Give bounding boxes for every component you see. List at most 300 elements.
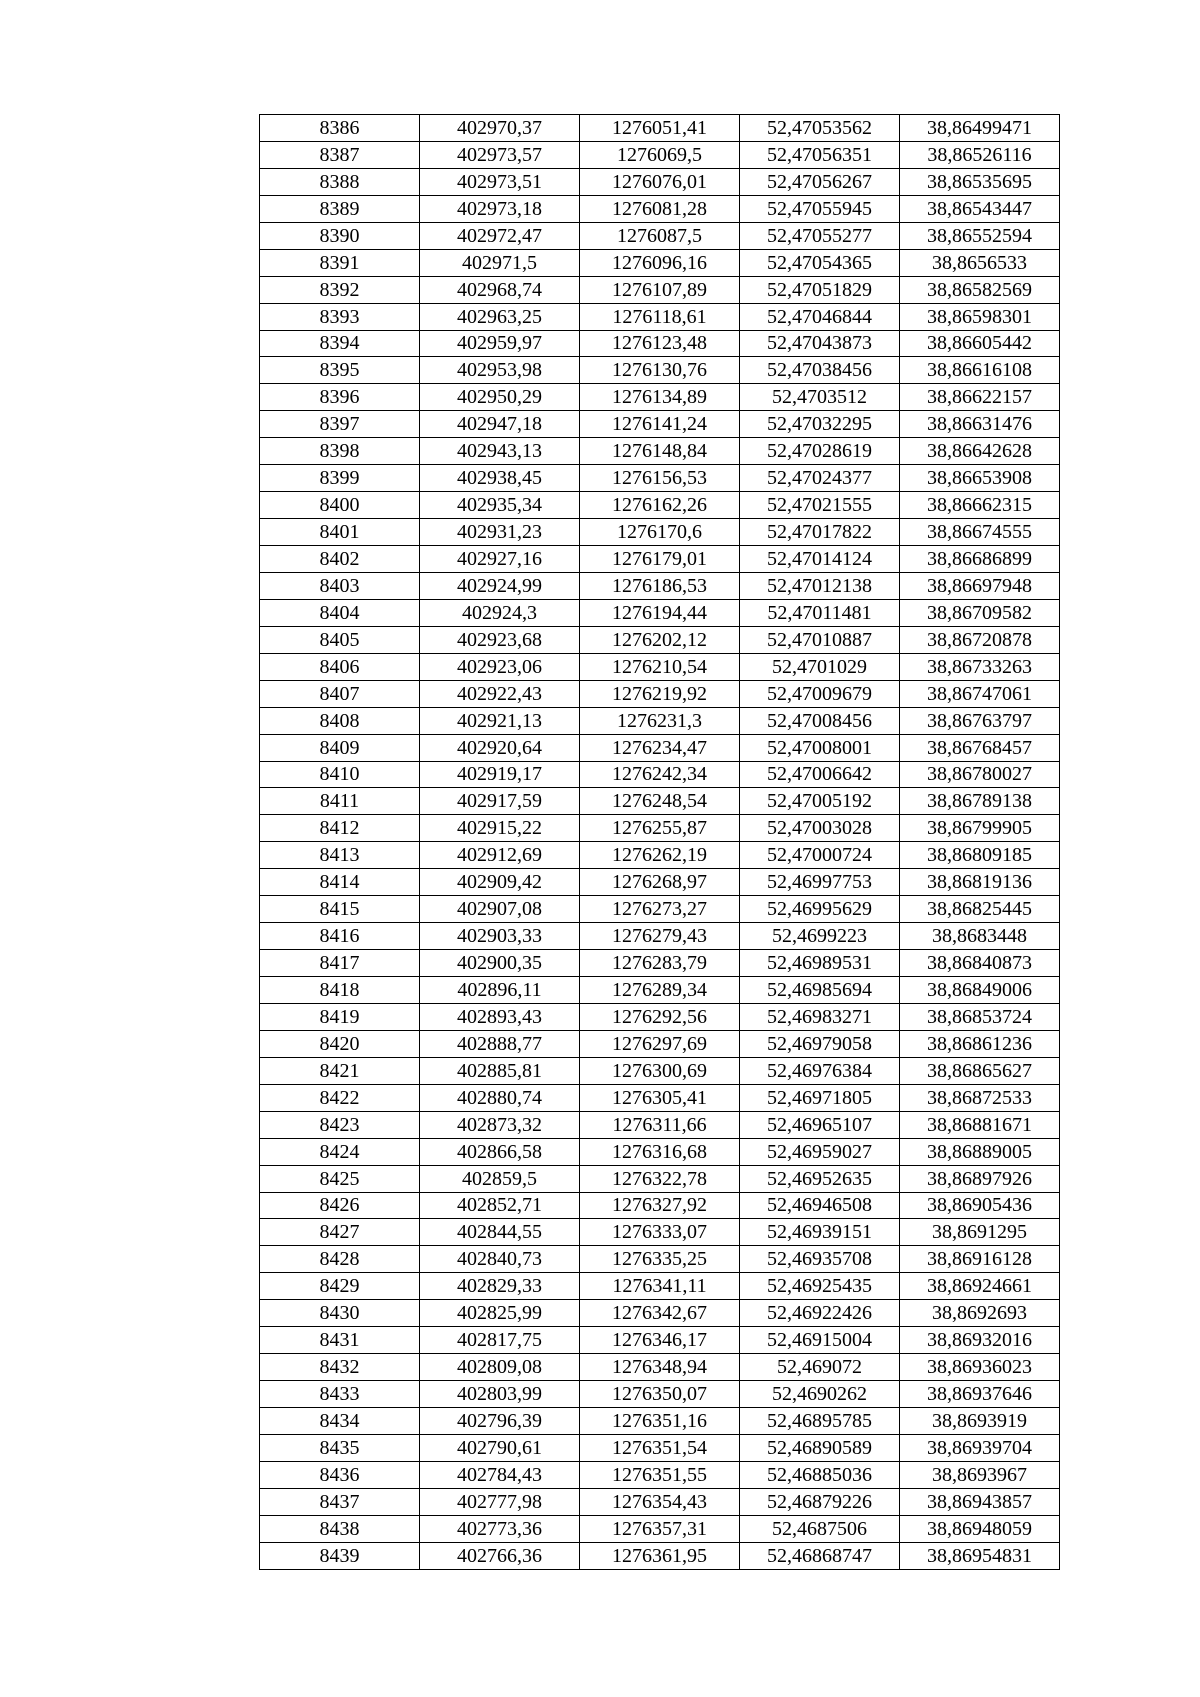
point-number-cell: 8426 [260, 1192, 420, 1219]
longitude-cell: 38,86889005 [900, 1138, 1060, 1165]
table-row [260, 923, 1060, 950]
x-coordinate-cell: 402973,18 [420, 195, 580, 222]
table-row [260, 1192, 1060, 1219]
x-coordinate-cell: 402893,43 [420, 1003, 580, 1030]
latitude-cell: 52,47014124 [740, 546, 900, 573]
table-row [260, 546, 1060, 573]
longitude-cell: 38,86799905 [900, 815, 1060, 842]
longitude-cell: 38,86582569 [900, 276, 1060, 303]
y-coordinate-cell: 1276289,34 [580, 977, 740, 1004]
longitude-cell: 38,86789138 [900, 788, 1060, 815]
latitude-cell: 52,47021555 [740, 492, 900, 519]
point-number-cell: 8436 [260, 1461, 420, 1488]
x-coordinate-cell: 402938,45 [420, 465, 580, 492]
point-number-cell: 8411 [260, 788, 420, 815]
y-coordinate-cell: 1276305,41 [580, 1084, 740, 1111]
x-coordinate-cell: 402924,3 [420, 599, 580, 626]
x-coordinate-cell: 402917,59 [420, 788, 580, 815]
longitude-cell: 38,86872533 [900, 1084, 1060, 1111]
latitude-cell: 52,47054365 [740, 249, 900, 276]
x-coordinate-cell: 402777,98 [420, 1488, 580, 1515]
latitude-cell: 52,47009679 [740, 680, 900, 707]
y-coordinate-cell: 1276346,17 [580, 1327, 740, 1354]
latitude-cell: 52,46965107 [740, 1111, 900, 1138]
x-coordinate-cell: 402784,43 [420, 1461, 580, 1488]
table-row [260, 519, 1060, 546]
longitude-cell: 38,86598301 [900, 303, 1060, 330]
table-row [260, 869, 1060, 896]
latitude-cell: 52,47011481 [740, 599, 900, 626]
latitude-cell: 52,47010887 [740, 626, 900, 653]
longitude-cell: 38,86865627 [900, 1057, 1060, 1084]
longitude-cell: 38,86861236 [900, 1030, 1060, 1057]
longitude-cell: 38,86720878 [900, 626, 1060, 653]
y-coordinate-cell: 1276268,97 [580, 869, 740, 896]
longitude-cell: 38,86686899 [900, 546, 1060, 573]
longitude-cell: 38,86943857 [900, 1488, 1060, 1515]
longitude-cell: 38,86937646 [900, 1381, 1060, 1408]
latitude-cell: 52,47008456 [740, 707, 900, 734]
point-number-cell: 8410 [260, 761, 420, 788]
longitude-cell: 38,86653908 [900, 465, 1060, 492]
longitude-cell: 38,86631476 [900, 411, 1060, 438]
point-number-cell: 8401 [260, 519, 420, 546]
point-number-cell: 8428 [260, 1246, 420, 1273]
x-coordinate-cell: 402931,23 [420, 519, 580, 546]
point-number-cell: 8420 [260, 1030, 420, 1057]
table-row [260, 842, 1060, 869]
latitude-cell: 52,4699223 [740, 923, 900, 950]
x-coordinate-cell: 402766,36 [420, 1542, 580, 1569]
y-coordinate-cell: 1276283,79 [580, 950, 740, 977]
y-coordinate-cell: 1276361,95 [580, 1542, 740, 1569]
latitude-cell: 52,46983271 [740, 1003, 900, 1030]
latitude-cell: 52,46959027 [740, 1138, 900, 1165]
table-row [260, 411, 1060, 438]
latitude-cell: 52,47008001 [740, 734, 900, 761]
longitude-cell: 38,86543447 [900, 195, 1060, 222]
x-coordinate-cell: 402817,75 [420, 1327, 580, 1354]
latitude-cell: 52,46989531 [740, 950, 900, 977]
y-coordinate-cell: 1276051,41 [580, 115, 740, 142]
y-coordinate-cell: 1276096,16 [580, 249, 740, 276]
y-coordinate-cell: 1276297,69 [580, 1030, 740, 1057]
y-coordinate-cell: 1276148,84 [580, 438, 740, 465]
longitude-cell: 38,86780027 [900, 761, 1060, 788]
table-row [260, 1084, 1060, 1111]
point-number-cell: 8387 [260, 141, 420, 168]
table-row [260, 115, 1060, 142]
coordinates-table [259, 114, 1060, 1570]
point-number-cell: 8398 [260, 438, 420, 465]
x-coordinate-cell: 402922,43 [420, 680, 580, 707]
x-coordinate-cell: 402959,97 [420, 330, 580, 357]
latitude-cell: 52,46879226 [740, 1488, 900, 1515]
y-coordinate-cell: 1276156,53 [580, 465, 740, 492]
point-number-cell: 8419 [260, 1003, 420, 1030]
x-coordinate-cell: 402970,37 [420, 115, 580, 142]
point-number-cell: 8413 [260, 842, 420, 869]
x-coordinate-cell: 402888,77 [420, 1030, 580, 1057]
point-number-cell: 8439 [260, 1542, 420, 1569]
point-number-cell: 8399 [260, 465, 420, 492]
table-row [260, 1246, 1060, 1273]
y-coordinate-cell: 1276134,89 [580, 384, 740, 411]
latitude-cell: 52,46895785 [740, 1408, 900, 1435]
table-row [260, 276, 1060, 303]
table-row [260, 222, 1060, 249]
point-number-cell: 8386 [260, 115, 420, 142]
x-coordinate-cell: 402973,51 [420, 168, 580, 195]
y-coordinate-cell: 1276107,89 [580, 276, 740, 303]
point-number-cell: 8400 [260, 492, 420, 519]
point-number-cell: 8393 [260, 303, 420, 330]
longitude-cell: 38,86763797 [900, 707, 1060, 734]
latitude-cell: 52,46979058 [740, 1030, 900, 1057]
longitude-cell: 38,86881671 [900, 1111, 1060, 1138]
x-coordinate-cell: 402796,39 [420, 1408, 580, 1435]
point-number-cell: 8414 [260, 869, 420, 896]
latitude-cell: 52,46868747 [740, 1542, 900, 1569]
x-coordinate-cell: 402903,33 [420, 923, 580, 950]
x-coordinate-cell: 402947,18 [420, 411, 580, 438]
longitude-cell: 38,86819136 [900, 869, 1060, 896]
point-number-cell: 8434 [260, 1408, 420, 1435]
table-row [260, 950, 1060, 977]
point-number-cell: 8408 [260, 707, 420, 734]
latitude-cell: 52,46985694 [740, 977, 900, 1004]
point-number-cell: 8407 [260, 680, 420, 707]
x-coordinate-cell: 402971,5 [420, 249, 580, 276]
longitude-cell: 38,86709582 [900, 599, 1060, 626]
table-row [260, 1381, 1060, 1408]
table-row [260, 1300, 1060, 1327]
y-coordinate-cell: 1276231,3 [580, 707, 740, 734]
y-coordinate-cell: 1276234,47 [580, 734, 740, 761]
latitude-cell: 52,46997753 [740, 869, 900, 896]
longitude-cell: 38,8691295 [900, 1219, 1060, 1246]
table-row [260, 1515, 1060, 1542]
table-row [260, 680, 1060, 707]
x-coordinate-cell: 402859,5 [420, 1165, 580, 1192]
y-coordinate-cell: 1276179,01 [580, 546, 740, 573]
point-number-cell: 8433 [260, 1381, 420, 1408]
longitude-cell: 38,86809185 [900, 842, 1060, 869]
table-row [260, 141, 1060, 168]
x-coordinate-cell: 402920,64 [420, 734, 580, 761]
table-row [260, 572, 1060, 599]
point-number-cell: 8425 [260, 1165, 420, 1192]
table-row [260, 653, 1060, 680]
latitude-cell: 52,47005192 [740, 788, 900, 815]
latitude-cell: 52,47003028 [740, 815, 900, 842]
point-number-cell: 8390 [260, 222, 420, 249]
latitude-cell: 52,47056267 [740, 168, 900, 195]
latitude-cell: 52,4703512 [740, 384, 900, 411]
longitude-cell: 38,86939704 [900, 1434, 1060, 1461]
point-number-cell: 8406 [260, 653, 420, 680]
table-row [260, 195, 1060, 222]
latitude-cell: 52,46971805 [740, 1084, 900, 1111]
longitude-cell: 38,86897926 [900, 1165, 1060, 1192]
y-coordinate-cell: 1276292,56 [580, 1003, 740, 1030]
point-number-cell: 8418 [260, 977, 420, 1004]
table-row [260, 1273, 1060, 1300]
point-number-cell: 8435 [260, 1434, 420, 1461]
point-number-cell: 8402 [260, 546, 420, 573]
longitude-cell: 38,86905436 [900, 1192, 1060, 1219]
table-row [260, 1219, 1060, 1246]
latitude-cell: 52,47055277 [740, 222, 900, 249]
y-coordinate-cell: 1276327,92 [580, 1192, 740, 1219]
latitude-cell: 52,46922426 [740, 1300, 900, 1327]
y-coordinate-cell: 1276186,53 [580, 572, 740, 599]
latitude-cell: 52,4687506 [740, 1515, 900, 1542]
point-number-cell: 8394 [260, 330, 420, 357]
x-coordinate-cell: 402924,99 [420, 572, 580, 599]
x-coordinate-cell: 402885,81 [420, 1057, 580, 1084]
y-coordinate-cell: 1276262,19 [580, 842, 740, 869]
y-coordinate-cell: 1276130,76 [580, 357, 740, 384]
x-coordinate-cell: 402953,98 [420, 357, 580, 384]
point-number-cell: 8412 [260, 815, 420, 842]
longitude-cell: 38,86605442 [900, 330, 1060, 357]
table-row [260, 330, 1060, 357]
latitude-cell: 52,46925435 [740, 1273, 900, 1300]
longitude-cell: 38,86825445 [900, 896, 1060, 923]
table-row [260, 1111, 1060, 1138]
longitude-cell: 38,86733263 [900, 653, 1060, 680]
latitude-cell: 52,47043873 [740, 330, 900, 357]
latitude-cell: 52,47012138 [740, 572, 900, 599]
x-coordinate-cell: 402950,29 [420, 384, 580, 411]
x-coordinate-cell: 402790,61 [420, 1434, 580, 1461]
x-coordinate-cell: 402909,42 [420, 869, 580, 896]
y-coordinate-cell: 1276351,54 [580, 1434, 740, 1461]
table-row [260, 896, 1060, 923]
longitude-cell: 38,86697948 [900, 572, 1060, 599]
latitude-cell: 52,46935708 [740, 1246, 900, 1273]
x-coordinate-cell: 402919,17 [420, 761, 580, 788]
latitude-cell: 52,47046844 [740, 303, 900, 330]
x-coordinate-cell: 402844,55 [420, 1219, 580, 1246]
y-coordinate-cell: 1276170,6 [580, 519, 740, 546]
latitude-cell: 52,47000724 [740, 842, 900, 869]
longitude-cell: 38,8692693 [900, 1300, 1060, 1327]
longitude-cell: 38,86768457 [900, 734, 1060, 761]
longitude-cell: 38,86642628 [900, 438, 1060, 465]
point-number-cell: 8396 [260, 384, 420, 411]
latitude-cell: 52,47038456 [740, 357, 900, 384]
longitude-cell: 38,86552594 [900, 222, 1060, 249]
latitude-cell: 52,47024377 [740, 465, 900, 492]
y-coordinate-cell: 1276242,34 [580, 761, 740, 788]
x-coordinate-cell: 402825,99 [420, 1300, 580, 1327]
table-row [260, 761, 1060, 788]
x-coordinate-cell: 402915,22 [420, 815, 580, 842]
y-coordinate-cell: 1276351,16 [580, 1408, 740, 1435]
y-coordinate-cell: 1276069,5 [580, 141, 740, 168]
x-coordinate-cell: 402968,74 [420, 276, 580, 303]
point-number-cell: 8421 [260, 1057, 420, 1084]
longitude-cell: 38,86526116 [900, 141, 1060, 168]
y-coordinate-cell: 1276273,27 [580, 896, 740, 923]
latitude-cell: 52,46939151 [740, 1219, 900, 1246]
table-row [260, 1461, 1060, 1488]
point-number-cell: 8438 [260, 1515, 420, 1542]
longitude-cell: 38,86853724 [900, 1003, 1060, 1030]
longitude-cell: 38,86954831 [900, 1542, 1060, 1569]
point-number-cell: 8427 [260, 1219, 420, 1246]
point-number-cell: 8397 [260, 411, 420, 438]
x-coordinate-cell: 402963,25 [420, 303, 580, 330]
y-coordinate-cell: 1276279,43 [580, 923, 740, 950]
table-row [260, 465, 1060, 492]
table-row [260, 1488, 1060, 1515]
table-row [260, 734, 1060, 761]
y-coordinate-cell: 1276248,54 [580, 788, 740, 815]
longitude-cell: 38,86747061 [900, 680, 1060, 707]
x-coordinate-cell: 402921,13 [420, 707, 580, 734]
x-coordinate-cell: 402912,69 [420, 842, 580, 869]
table-row [260, 1354, 1060, 1381]
y-coordinate-cell: 1276255,87 [580, 815, 740, 842]
table-row [260, 1165, 1060, 1192]
y-coordinate-cell: 1276087,5 [580, 222, 740, 249]
table-row [260, 788, 1060, 815]
y-coordinate-cell: 1276350,07 [580, 1381, 740, 1408]
longitude-cell: 38,86936023 [900, 1354, 1060, 1381]
y-coordinate-cell: 1276141,24 [580, 411, 740, 438]
x-coordinate-cell: 402973,57 [420, 141, 580, 168]
latitude-cell: 52,47055945 [740, 195, 900, 222]
longitude-cell: 38,8656533 [900, 249, 1060, 276]
table-row [260, 1542, 1060, 1569]
y-coordinate-cell: 1276210,54 [580, 653, 740, 680]
latitude-cell: 52,46976384 [740, 1057, 900, 1084]
point-number-cell: 8405 [260, 626, 420, 653]
longitude-cell: 38,86499471 [900, 115, 1060, 142]
point-number-cell: 8424 [260, 1138, 420, 1165]
point-number-cell: 8423 [260, 1111, 420, 1138]
x-coordinate-cell: 402852,71 [420, 1192, 580, 1219]
point-number-cell: 8417 [260, 950, 420, 977]
table-row [260, 815, 1060, 842]
y-coordinate-cell: 1276354,43 [580, 1488, 740, 1515]
longitude-cell: 38,86932016 [900, 1327, 1060, 1354]
y-coordinate-cell: 1276333,07 [580, 1219, 740, 1246]
y-coordinate-cell: 1276300,69 [580, 1057, 740, 1084]
longitude-cell: 38,8683448 [900, 923, 1060, 950]
point-number-cell: 8416 [260, 923, 420, 950]
latitude-cell: 52,47053562 [740, 115, 900, 142]
latitude-cell: 52,47006642 [740, 761, 900, 788]
table-row [260, 303, 1060, 330]
longitude-cell: 38,86662315 [900, 492, 1060, 519]
y-coordinate-cell: 1276202,12 [580, 626, 740, 653]
point-number-cell: 8422 [260, 1084, 420, 1111]
longitude-cell: 38,86674555 [900, 519, 1060, 546]
table-row [260, 492, 1060, 519]
table-row [260, 1057, 1060, 1084]
table-row [260, 249, 1060, 276]
longitude-cell: 38,86924661 [900, 1273, 1060, 1300]
table-row [260, 1138, 1060, 1165]
point-number-cell: 8437 [260, 1488, 420, 1515]
latitude-cell: 52,47051829 [740, 276, 900, 303]
x-coordinate-cell: 402900,35 [420, 950, 580, 977]
point-number-cell: 8403 [260, 572, 420, 599]
point-number-cell: 8391 [260, 249, 420, 276]
y-coordinate-cell: 1276335,25 [580, 1246, 740, 1273]
y-coordinate-cell: 1276342,67 [580, 1300, 740, 1327]
latitude-cell: 52,46915004 [740, 1327, 900, 1354]
point-number-cell: 8409 [260, 734, 420, 761]
coordinates-table-body [260, 115, 1060, 1570]
x-coordinate-cell: 402866,58 [420, 1138, 580, 1165]
x-coordinate-cell: 402927,16 [420, 546, 580, 573]
longitude-cell: 38,86616108 [900, 357, 1060, 384]
table-row [260, 626, 1060, 653]
y-coordinate-cell: 1276351,55 [580, 1461, 740, 1488]
x-coordinate-cell: 402803,99 [420, 1381, 580, 1408]
table-row [260, 1003, 1060, 1030]
longitude-cell: 38,8693967 [900, 1461, 1060, 1488]
latitude-cell: 52,46952635 [740, 1165, 900, 1192]
table-row [260, 1434, 1060, 1461]
y-coordinate-cell: 1276357,31 [580, 1515, 740, 1542]
x-coordinate-cell: 402873,32 [420, 1111, 580, 1138]
x-coordinate-cell: 402896,11 [420, 977, 580, 1004]
latitude-cell: 52,46885036 [740, 1461, 900, 1488]
table-row [260, 438, 1060, 465]
table-row [260, 357, 1060, 384]
table-row [260, 384, 1060, 411]
table-row [260, 1030, 1060, 1057]
point-number-cell: 8395 [260, 357, 420, 384]
latitude-cell: 52,4690262 [740, 1381, 900, 1408]
latitude-cell: 52,4701029 [740, 653, 900, 680]
latitude-cell: 52,46890589 [740, 1434, 900, 1461]
y-coordinate-cell: 1276341,11 [580, 1273, 740, 1300]
longitude-cell: 38,86916128 [900, 1246, 1060, 1273]
longitude-cell: 38,8693919 [900, 1408, 1060, 1435]
x-coordinate-cell: 402943,13 [420, 438, 580, 465]
longitude-cell: 38,86849006 [900, 977, 1060, 1004]
point-number-cell: 8404 [260, 599, 420, 626]
table-row [260, 977, 1060, 1004]
longitude-cell: 38,86840873 [900, 950, 1060, 977]
x-coordinate-cell: 402809,08 [420, 1354, 580, 1381]
y-coordinate-cell: 1276316,68 [580, 1138, 740, 1165]
x-coordinate-cell: 402935,34 [420, 492, 580, 519]
x-coordinate-cell: 402773,36 [420, 1515, 580, 1542]
y-coordinate-cell: 1276219,92 [580, 680, 740, 707]
point-number-cell: 8415 [260, 896, 420, 923]
point-number-cell: 8429 [260, 1273, 420, 1300]
latitude-cell: 52,46946508 [740, 1192, 900, 1219]
table-row [260, 707, 1060, 734]
x-coordinate-cell: 402880,74 [420, 1084, 580, 1111]
y-coordinate-cell: 1276348,94 [580, 1354, 740, 1381]
table-row [260, 168, 1060, 195]
y-coordinate-cell: 1276076,01 [580, 168, 740, 195]
point-number-cell: 8388 [260, 168, 420, 195]
longitude-cell: 38,86948059 [900, 1515, 1060, 1542]
table-row [260, 1408, 1060, 1435]
point-number-cell: 8389 [260, 195, 420, 222]
point-number-cell: 8432 [260, 1354, 420, 1381]
